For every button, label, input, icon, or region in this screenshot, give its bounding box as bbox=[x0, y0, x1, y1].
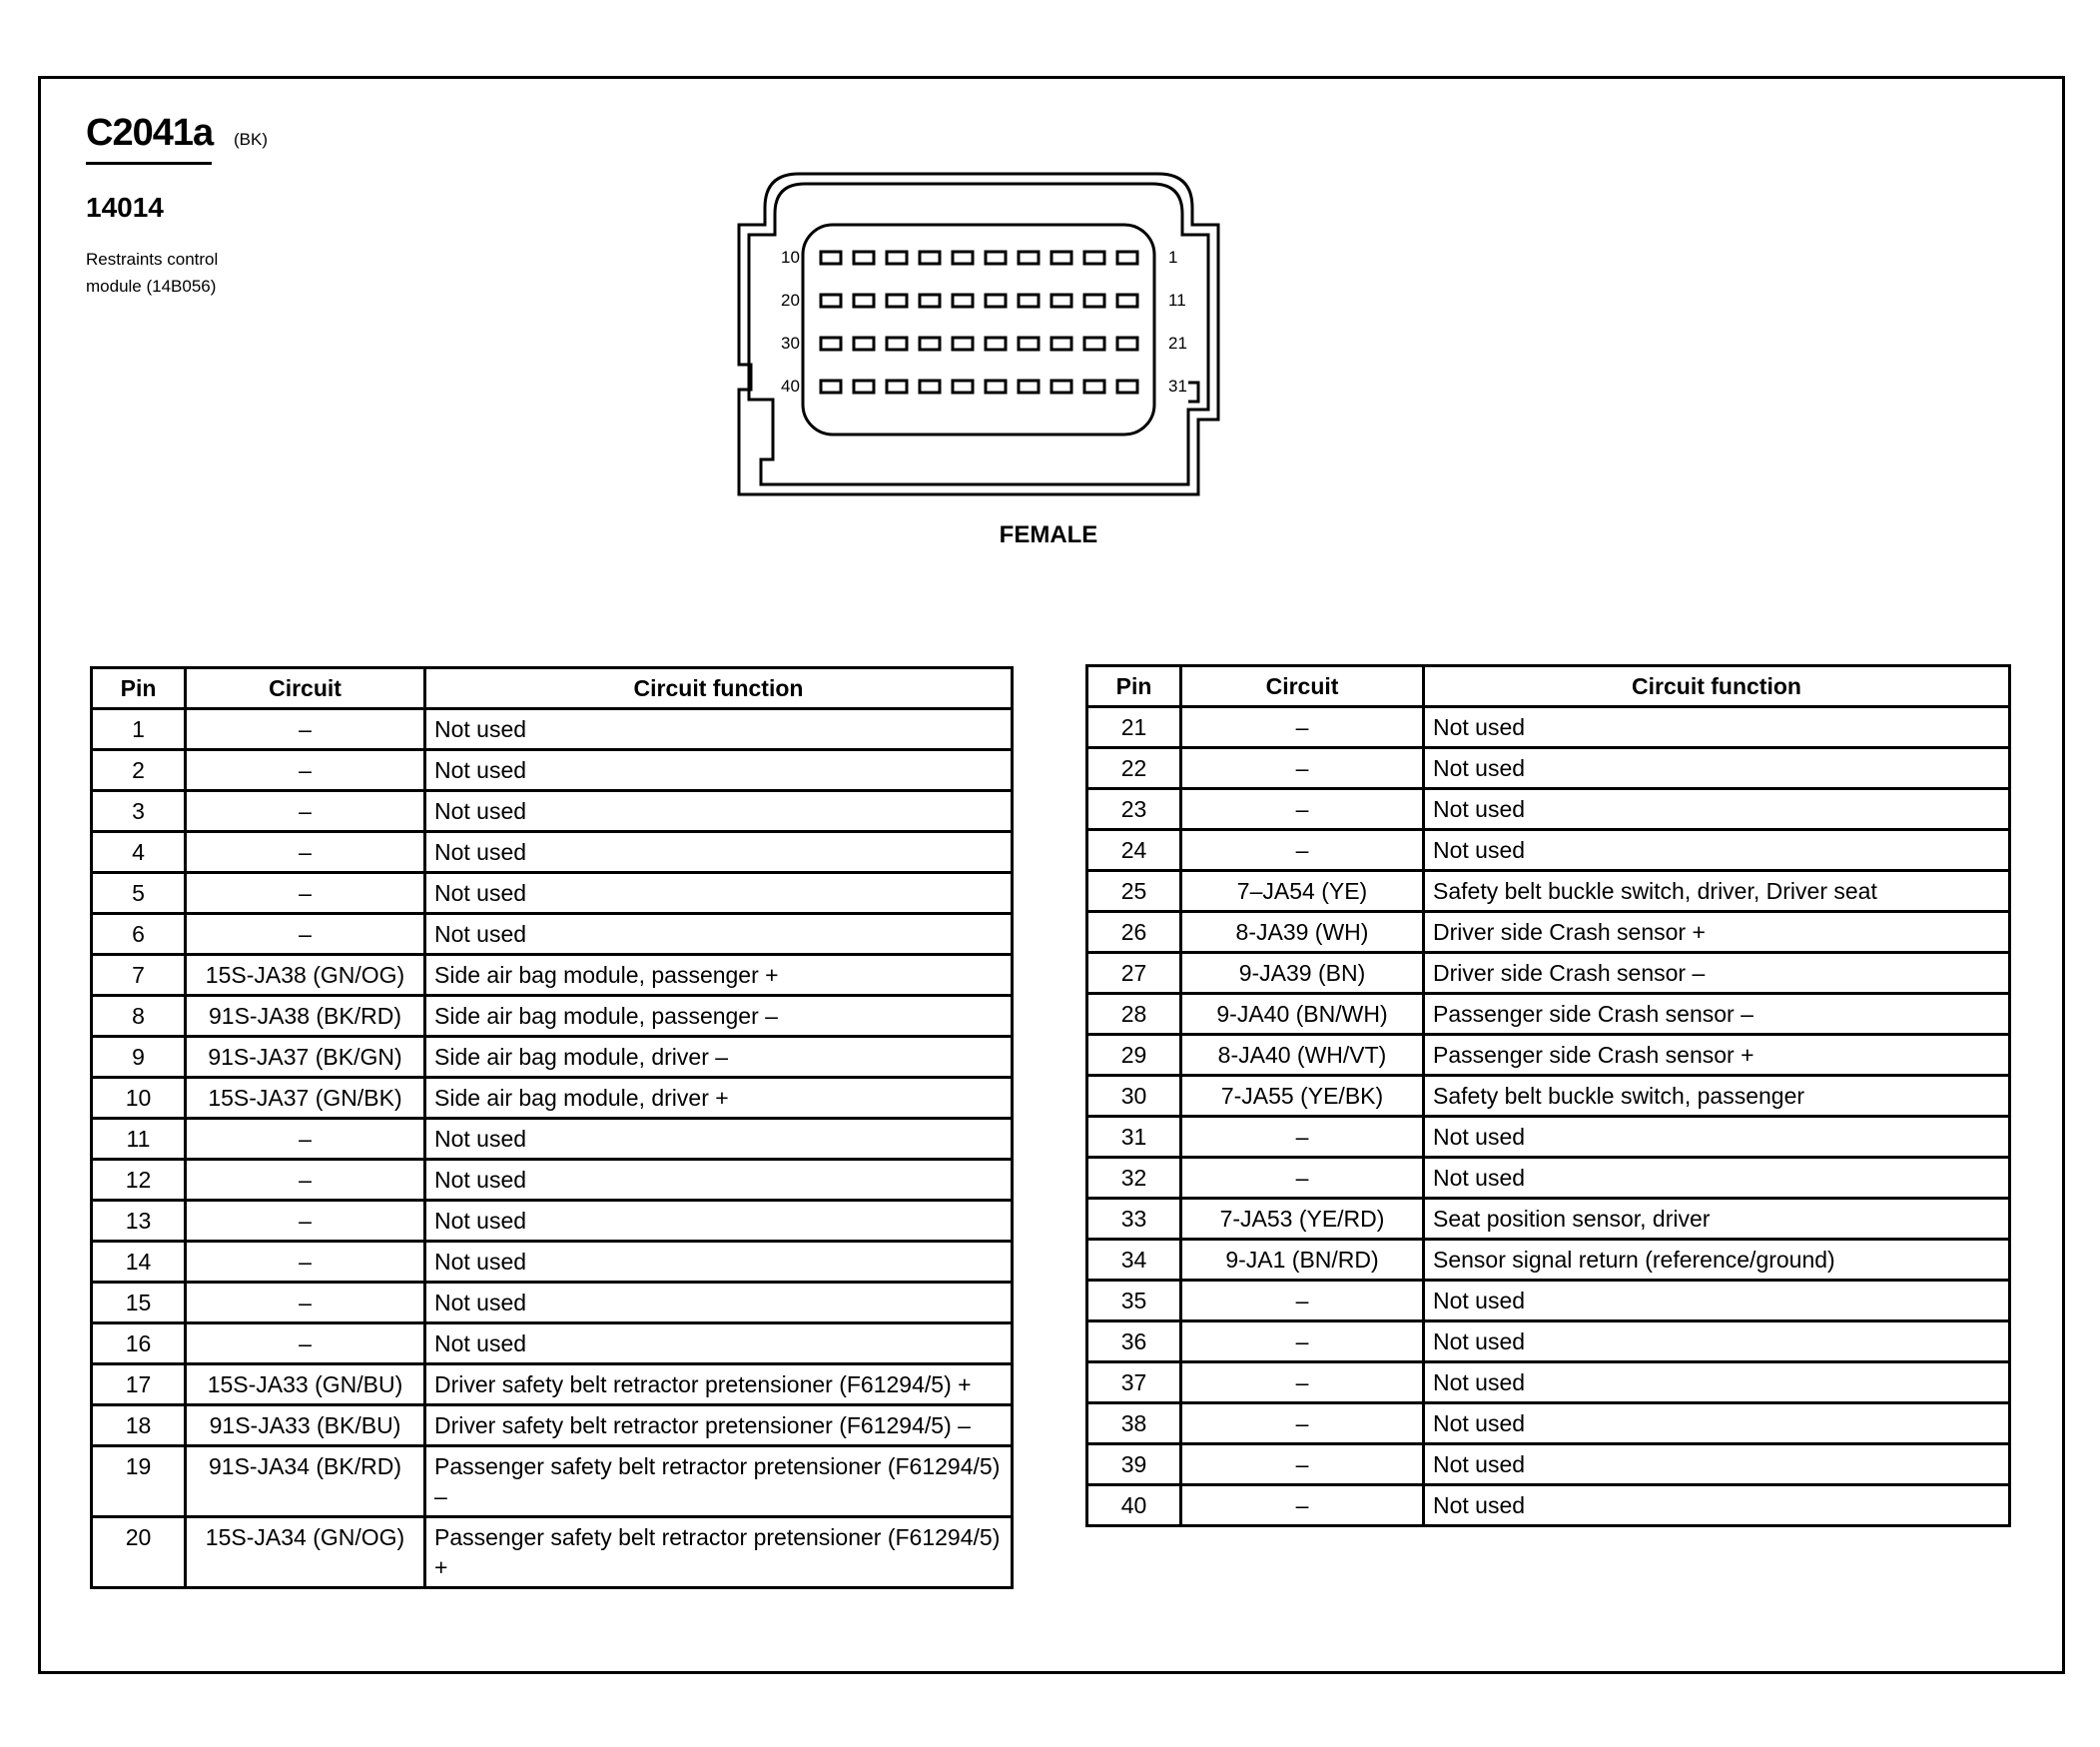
pin-cavity bbox=[1084, 295, 1104, 307]
cell-pin: 3 bbox=[92, 791, 186, 832]
cell-circuit: 7–JA54 (YE) bbox=[1181, 871, 1424, 912]
cell-function: Side air bag module, passenger + bbox=[425, 955, 1013, 996]
cell-function: Not used bbox=[425, 1283, 1013, 1323]
cell-circuit: – bbox=[186, 1283, 425, 1323]
cell-pin: 18 bbox=[92, 1405, 186, 1446]
cell-circuit: 15S-JA37 (GN/BK) bbox=[186, 1078, 425, 1119]
cell-circuit: – bbox=[1181, 1281, 1424, 1321]
header-circuit: Circuit bbox=[1181, 666, 1424, 707]
cell-function: Not used bbox=[1424, 1362, 2010, 1403]
cell-function: Not used bbox=[425, 873, 1013, 914]
cell-function: Not used bbox=[1424, 1321, 2010, 1362]
cell-circuit: 8-JA40 (WH/VT) bbox=[1181, 1035, 1424, 1076]
cell-circuit: 9-JA40 (BN/WH) bbox=[1181, 994, 1424, 1035]
connector-id-underline bbox=[86, 162, 212, 165]
cell-function: Side air bag module, driver + bbox=[425, 1078, 1013, 1119]
table-row bbox=[1087, 871, 2010, 912]
cell-circuit: 15S-JA33 (GN/BU) bbox=[186, 1364, 425, 1405]
cell-pin: 32 bbox=[1087, 1158, 1181, 1199]
pin-cavity bbox=[1051, 252, 1071, 264]
row-label-right: 31 bbox=[1168, 377, 1187, 396]
pin-cavity bbox=[854, 381, 874, 393]
cell-function: Driver safety belt retractor pretensioner (F61294/5) – bbox=[425, 1405, 1013, 1446]
pin-cavity bbox=[986, 252, 1006, 264]
pin-cavity bbox=[854, 252, 874, 264]
table-row bbox=[92, 709, 1013, 750]
table-row bbox=[1087, 953, 2010, 994]
cell-circuit: 9-JA1 (BN/RD) bbox=[1181, 1240, 1424, 1281]
cell-pin: 21 bbox=[1087, 707, 1181, 748]
cell-function: Not used bbox=[1424, 748, 2010, 789]
cell-pin: 6 bbox=[92, 914, 186, 955]
cell-function: Seat position sensor, driver bbox=[1424, 1199, 2010, 1240]
table-row bbox=[92, 1364, 1013, 1405]
row-labels bbox=[781, 248, 1187, 396]
cell-function: Driver side Crash sensor – bbox=[1424, 953, 2010, 994]
pin-cavity bbox=[1084, 252, 1104, 264]
cell-circuit: – bbox=[1181, 748, 1424, 789]
cell-function: Not used bbox=[1424, 1117, 2010, 1158]
table-row bbox=[92, 1119, 1013, 1160]
cell-function: Passenger safety belt retractor pretensioner (F61294/5) – bbox=[425, 1446, 1013, 1517]
pin-cavity bbox=[1019, 252, 1039, 264]
pin-cavity bbox=[887, 381, 907, 393]
cell-circuit: – bbox=[1181, 707, 1424, 748]
cell-function: Not used bbox=[425, 1201, 1013, 1242]
table-row bbox=[1087, 1158, 2010, 1199]
table-row bbox=[92, 1037, 1013, 1078]
cell-pin: 22 bbox=[1087, 748, 1181, 789]
connector-id: C2041a bbox=[86, 112, 214, 154]
table-row bbox=[1087, 1117, 2010, 1158]
cell-pin: 17 bbox=[92, 1364, 186, 1405]
cell-circuit: – bbox=[1181, 1444, 1424, 1485]
table-row bbox=[1087, 1485, 2010, 1526]
cell-pin: 5 bbox=[92, 873, 186, 914]
cell-pin: 9 bbox=[92, 1037, 186, 1078]
header-function: Circuit function bbox=[1424, 666, 2010, 707]
table-row bbox=[1087, 1199, 2010, 1240]
table-row bbox=[92, 1323, 1013, 1364]
cell-pin: 20 bbox=[92, 1517, 186, 1588]
cell-circuit: – bbox=[1181, 830, 1424, 871]
cell-pin: 1 bbox=[92, 709, 186, 750]
cell-pin: 33 bbox=[1087, 1199, 1181, 1240]
table-row bbox=[92, 914, 1013, 955]
cell-pin: 11 bbox=[92, 1119, 186, 1160]
row-label-right: 11 bbox=[1168, 291, 1186, 310]
cell-function: Not used bbox=[425, 1119, 1013, 1160]
table-row bbox=[1087, 707, 2010, 748]
cell-circuit: 9-JA39 (BN) bbox=[1181, 953, 1424, 994]
pin-table-right bbox=[1085, 664, 2011, 1527]
pin-cavity bbox=[887, 252, 907, 264]
pin-cavity bbox=[854, 295, 874, 307]
header-function: Circuit function bbox=[425, 668, 1013, 709]
cell-pin: 8 bbox=[92, 996, 186, 1037]
cell-pin: 36 bbox=[1087, 1321, 1181, 1362]
pin-cavity bbox=[986, 295, 1006, 307]
cell-function: Not used bbox=[425, 791, 1013, 832]
cell-pin: 10 bbox=[92, 1078, 186, 1119]
table-row bbox=[1087, 1362, 2010, 1403]
table-header-row bbox=[92, 668, 1013, 709]
cell-function: Safety belt buckle switch, passenger bbox=[1424, 1076, 2010, 1117]
cell-function: Not used bbox=[1424, 1158, 2010, 1199]
table-row bbox=[1087, 1321, 2010, 1362]
table-row bbox=[92, 1160, 1013, 1201]
cell-circuit: – bbox=[1181, 789, 1424, 830]
pin-cavity bbox=[953, 295, 973, 307]
cell-pin: 27 bbox=[1087, 953, 1181, 994]
pin-cavity bbox=[1051, 295, 1071, 307]
cell-circuit: 91S-JA37 (BK/GN) bbox=[186, 1037, 425, 1078]
pin-cavity bbox=[854, 338, 874, 350]
table-row bbox=[92, 873, 1013, 914]
cell-function: Not used bbox=[425, 750, 1013, 791]
table-row bbox=[92, 1078, 1013, 1119]
connector-cavity-field bbox=[803, 225, 1154, 435]
table-row bbox=[1087, 830, 2010, 871]
pin-cavity bbox=[920, 338, 940, 350]
pin-cavity bbox=[986, 381, 1006, 393]
pin-table-left bbox=[90, 666, 1014, 1589]
cell-pin: 31 bbox=[1087, 1117, 1181, 1158]
cell-pin: 14 bbox=[92, 1242, 186, 1283]
cell-circuit: 15S-JA38 (GN/OG) bbox=[186, 955, 425, 996]
connector-face-diagram bbox=[729, 170, 1378, 499]
pin-cavities bbox=[821, 252, 1137, 393]
cell-pin: 23 bbox=[1087, 789, 1181, 830]
cell-pin: 4 bbox=[92, 832, 186, 873]
pin-cavity bbox=[821, 252, 841, 264]
connector-outer-shell bbox=[739, 174, 1218, 494]
cell-pin: 28 bbox=[1087, 994, 1181, 1035]
cell-function: Not used bbox=[1424, 1444, 2010, 1485]
cell-function: Passenger side Crash sensor – bbox=[1424, 994, 2010, 1035]
cell-pin: 35 bbox=[1087, 1281, 1181, 1321]
cell-circuit: 7-JA53 (YE/RD) bbox=[1181, 1199, 1424, 1240]
cell-pin: 26 bbox=[1087, 912, 1181, 953]
cell-circuit: – bbox=[186, 1242, 425, 1283]
cell-circuit: – bbox=[186, 873, 425, 914]
cell-function: Sensor signal return (reference/ground) bbox=[1424, 1240, 2010, 1281]
cell-pin: 38 bbox=[1087, 1403, 1181, 1444]
pin-cavity bbox=[1051, 381, 1071, 393]
pin-cavity bbox=[953, 381, 973, 393]
row-label-left: 10 bbox=[781, 248, 800, 267]
pin-cavity bbox=[1019, 295, 1039, 307]
row-label-left: 40 bbox=[781, 377, 800, 396]
pin-cavity bbox=[986, 338, 1006, 350]
cell-circuit: – bbox=[186, 791, 425, 832]
row-label-left: 30 bbox=[781, 334, 800, 353]
pin-cavity bbox=[1019, 381, 1039, 393]
table-row bbox=[92, 1405, 1013, 1446]
table-row bbox=[1087, 912, 2010, 953]
cell-circuit: – bbox=[186, 914, 425, 955]
pin-cavity bbox=[1117, 381, 1137, 393]
cell-pin: 37 bbox=[1087, 1362, 1181, 1403]
pin-cavity bbox=[1117, 338, 1137, 350]
module-line-2: module (14B056) bbox=[86, 277, 217, 296]
cell-pin: 25 bbox=[1087, 871, 1181, 912]
pin-cavity bbox=[953, 338, 973, 350]
cell-function: Safety belt buckle switch, driver, Driver seat bbox=[1424, 871, 2010, 912]
pin-cavity bbox=[920, 381, 940, 393]
cell-circuit: 91S-JA33 (BK/BU) bbox=[186, 1405, 425, 1446]
table-row bbox=[1087, 1076, 2010, 1117]
table-row bbox=[92, 832, 1013, 873]
table-header-row bbox=[1087, 666, 2010, 707]
connector-color: (BK) bbox=[234, 130, 268, 149]
table-row bbox=[92, 1517, 1013, 1588]
cell-function: Not used bbox=[1424, 789, 2010, 830]
cell-pin: 2 bbox=[92, 750, 186, 791]
cell-function: Not used bbox=[425, 1323, 1013, 1364]
cell-function: Side air bag module, passenger – bbox=[425, 996, 1013, 1037]
cell-circuit: – bbox=[186, 1160, 425, 1201]
pin-cavity bbox=[821, 338, 841, 350]
cell-pin: 12 bbox=[92, 1160, 186, 1201]
cell-function: Not used bbox=[1424, 1281, 2010, 1321]
pin-cavity bbox=[920, 295, 940, 307]
header-circuit: Circuit bbox=[186, 668, 425, 709]
table-row bbox=[1087, 1035, 2010, 1076]
cell-circuit: 91S-JA34 (BK/RD) bbox=[186, 1446, 425, 1517]
cell-circuit: – bbox=[1181, 1158, 1424, 1199]
pin-cavity bbox=[920, 252, 940, 264]
table-row bbox=[92, 1201, 1013, 1242]
cell-circuit: – bbox=[186, 709, 425, 750]
pin-cavity bbox=[1117, 252, 1137, 264]
row-label-left: 20 bbox=[781, 291, 800, 310]
cell-function: Passenger side Crash sensor + bbox=[1424, 1035, 2010, 1076]
cell-circuit: – bbox=[1181, 1485, 1424, 1526]
cell-pin: 13 bbox=[92, 1201, 186, 1242]
connector-gender: FEMALE bbox=[999, 521, 1098, 548]
table-row bbox=[92, 955, 1013, 996]
table-row bbox=[92, 791, 1013, 832]
table-row bbox=[92, 750, 1013, 791]
cell-circuit: – bbox=[186, 1323, 425, 1364]
cell-function: Driver side Crash sensor + bbox=[1424, 912, 2010, 953]
module-description bbox=[86, 246, 326, 300]
cell-circuit: 15S-JA34 (GN/OG) bbox=[186, 1517, 425, 1588]
cell-circuit: – bbox=[186, 1119, 425, 1160]
cell-pin: 29 bbox=[1087, 1035, 1181, 1076]
cell-circuit: – bbox=[1181, 1403, 1424, 1444]
table-row bbox=[1087, 789, 2010, 830]
cell-circuit: 91S-JA38 (BK/RD) bbox=[186, 996, 425, 1037]
row-label-right: 21 bbox=[1168, 334, 1187, 353]
cell-function: Not used bbox=[425, 832, 1013, 873]
cell-pin: 7 bbox=[92, 955, 186, 996]
table-row bbox=[1087, 1403, 2010, 1444]
cell-circuit: – bbox=[186, 1201, 425, 1242]
pin-cavity bbox=[887, 338, 907, 350]
cell-pin: 39 bbox=[1087, 1444, 1181, 1485]
cell-function: Driver safety belt retractor pretensioner (F61294/5) + bbox=[425, 1364, 1013, 1405]
cell-function: Not used bbox=[425, 1160, 1013, 1201]
table-row bbox=[92, 1446, 1013, 1517]
module-line-1: Restraints control bbox=[86, 250, 219, 269]
cell-circuit: – bbox=[1181, 1117, 1424, 1158]
table-row bbox=[92, 996, 1013, 1037]
table-row bbox=[1087, 994, 2010, 1035]
row-label-right: 1 bbox=[1168, 248, 1178, 267]
part-number: 14014 bbox=[86, 192, 164, 223]
pin-cavity bbox=[887, 295, 907, 307]
table-row bbox=[92, 1242, 1013, 1283]
cell-pin: 19 bbox=[92, 1446, 186, 1517]
cell-function: Not used bbox=[425, 1242, 1013, 1283]
connector-key-tab bbox=[1188, 383, 1198, 402]
cell-pin: 30 bbox=[1087, 1076, 1181, 1117]
pin-cavity bbox=[953, 252, 973, 264]
cell-circuit: 7-JA55 (YE/BK) bbox=[1181, 1076, 1424, 1117]
table-row bbox=[1087, 1444, 2010, 1485]
cell-function: Not used bbox=[425, 709, 1013, 750]
pin-cavity bbox=[821, 381, 841, 393]
cell-function: Not used bbox=[425, 914, 1013, 955]
table-row bbox=[1087, 1281, 2010, 1321]
cell-function: Not used bbox=[1424, 830, 2010, 871]
table-row bbox=[92, 1283, 1013, 1323]
cell-function: Not used bbox=[1424, 1485, 2010, 1526]
cell-pin: 15 bbox=[92, 1283, 186, 1323]
cell-function: Not used bbox=[1424, 707, 2010, 748]
pin-cavity bbox=[1084, 338, 1104, 350]
pin-cavity bbox=[1084, 381, 1104, 393]
table-row bbox=[1087, 1240, 2010, 1281]
cell-pin: 40 bbox=[1087, 1485, 1181, 1526]
cell-circuit: 8-JA39 (WH) bbox=[1181, 912, 1424, 953]
cell-pin: 24 bbox=[1087, 830, 1181, 871]
table-row bbox=[1087, 748, 2010, 789]
header-pin: Pin bbox=[92, 668, 186, 709]
pin-cavity bbox=[1117, 295, 1137, 307]
header-pin: Pin bbox=[1087, 666, 1181, 707]
cell-pin: 16 bbox=[92, 1323, 186, 1364]
cell-function: Passenger safety belt retractor pretensioner (F61294/5) + bbox=[425, 1517, 1013, 1588]
pin-cavity bbox=[1051, 338, 1071, 350]
cell-circuit: – bbox=[186, 832, 425, 873]
cell-function: Not used bbox=[1424, 1403, 2010, 1444]
cell-pin: 34 bbox=[1087, 1240, 1181, 1281]
cell-circuit: – bbox=[1181, 1321, 1424, 1362]
cell-circuit: – bbox=[1181, 1362, 1424, 1403]
pin-cavity bbox=[1019, 338, 1039, 350]
cell-circuit: – bbox=[186, 750, 425, 791]
cell-function: Side air bag module, driver – bbox=[425, 1037, 1013, 1078]
pin-cavity bbox=[821, 295, 841, 307]
